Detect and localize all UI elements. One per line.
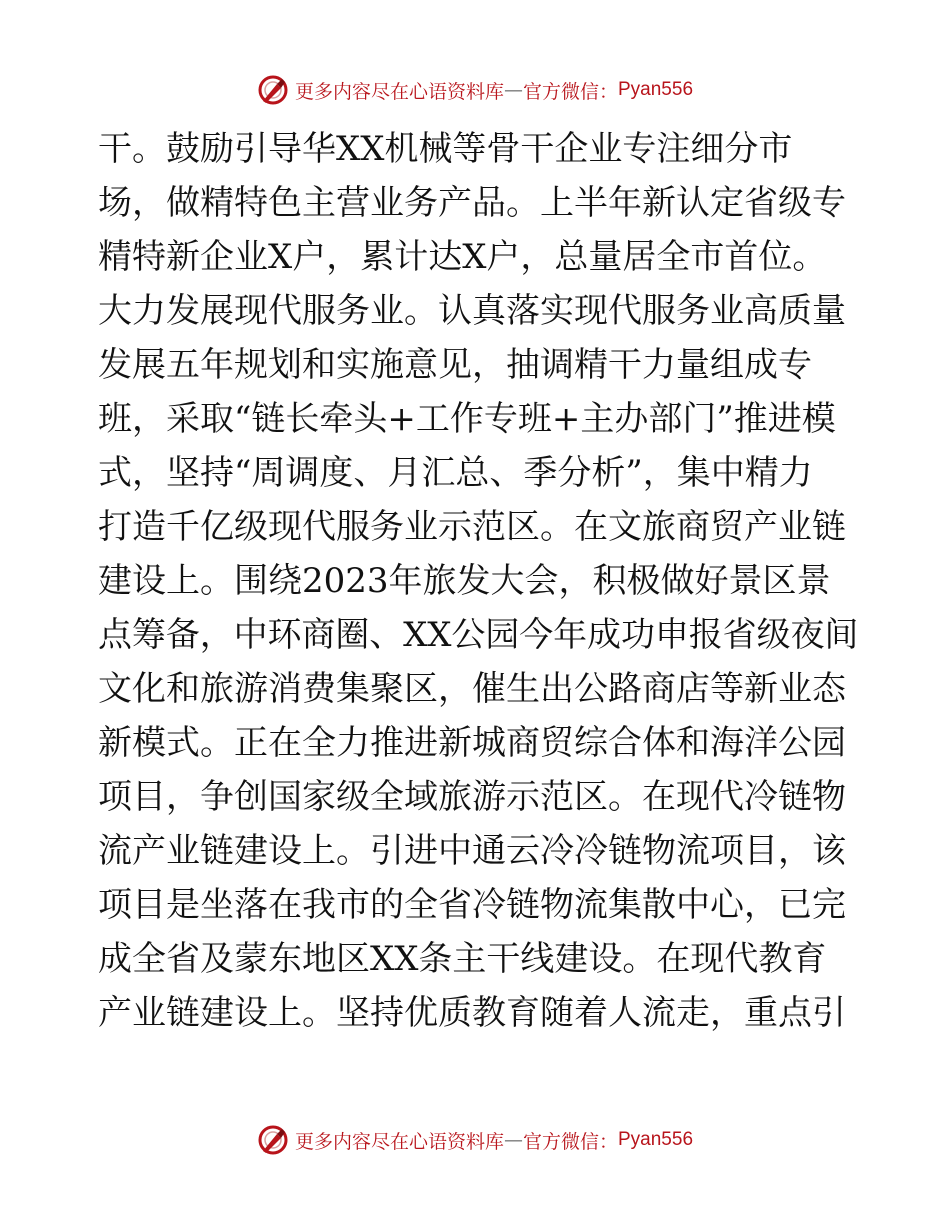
text-line: 精特新企业X户，累计达X户，总量居全市首位。	[98, 237, 827, 277]
banner-wechat-id: Pyan556	[618, 1129, 694, 1150]
text-line: 式，坚持“周调度、月汇总、季分析”，集中精力	[98, 453, 813, 493]
text-line: 新模式。正在全力推进新城商贸综合体和海洋公园	[98, 723, 846, 763]
text-line: 文化和旅游消费集聚区，催生出公路商店等新业态	[98, 669, 846, 709]
footer-banner	[0, 1120, 950, 1160]
document-body	[98, 122, 858, 1040]
text-line: 大力发展现代服务业。认真落实现代服务业高质量	[98, 291, 846, 331]
banner-text: 更多内容尽在心语资料库	[294, 1130, 504, 1153]
text-line: 点筹备，中环商圈、XX公园今年成功申报省级夜间	[98, 615, 859, 655]
text-line: 项目是坐落在我市的全省冷链物流集散中心，已完	[98, 885, 846, 925]
text-line: 干。鼓励引导华XX机械等骨干企业专注细分市	[98, 129, 793, 169]
pen-nib-circle-icon	[257, 74, 289, 106]
text-line: 流产业链建设上。引进中通云冷冷链物流项目，该	[98, 831, 846, 871]
banner-official-label: 官方微信：	[522, 80, 618, 103]
text-line: 打造千亿级现代服务业示范区。在文旅商贸产业链	[98, 507, 846, 547]
banner-separator: —	[503, 79, 523, 101]
header-banner	[0, 70, 950, 110]
text-line: 班，采取“链长牵头+工作专班+主办部门”推进模	[98, 399, 836, 439]
text-line: 产业链建设上。坚持优质教育随着人流走，重点引	[98, 993, 846, 1033]
text-line: 成全省及蒙东地区XX条主干线建设。在现代教育	[98, 939, 827, 979]
text-line: 场，做精特色主营业务产品。上半年新认定省级专	[98, 183, 846, 223]
text-line: 项目，争创国家级全域旅游示范区。在现代冷链物	[98, 777, 846, 817]
text-line: 发展五年规划和实施意见，抽调精干力量组成专	[98, 345, 812, 385]
text-line: 建设上。围绕2023年旅发大会，积极做好景区景	[98, 561, 831, 601]
banner-separator: —	[503, 1129, 523, 1151]
banner-official-label: 官方微信：	[522, 1130, 618, 1153]
banner-text: 更多内容尽在心语资料库	[294, 80, 504, 103]
pen-nib-circle-icon	[257, 1124, 289, 1156]
banner-wechat-id: Pyan556	[618, 79, 694, 100]
